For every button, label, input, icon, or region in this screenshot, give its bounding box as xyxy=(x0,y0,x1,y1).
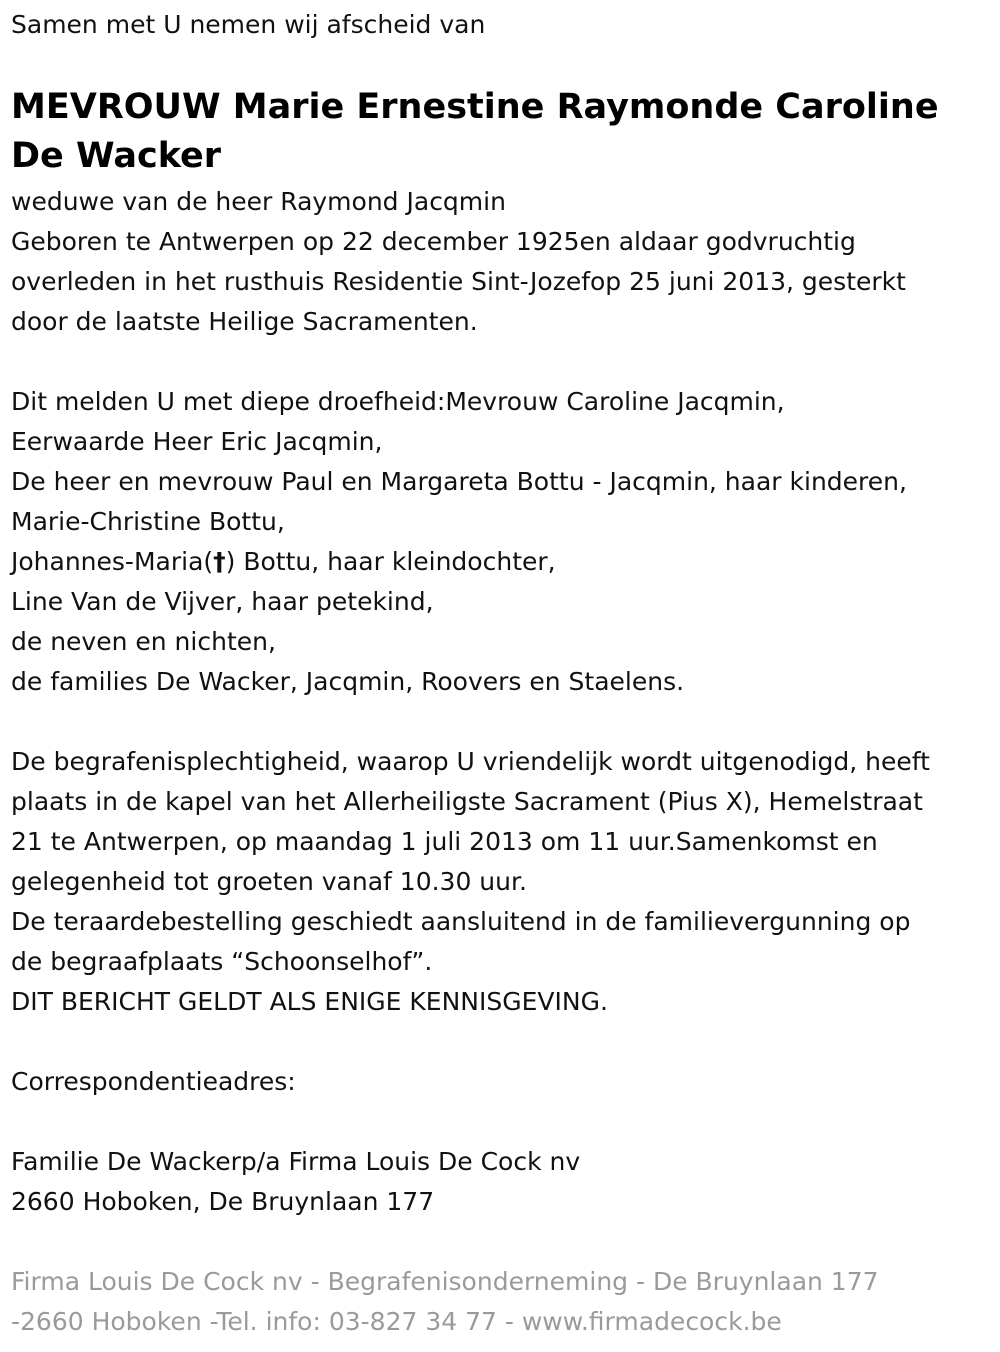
footer-line: Firma Louis De Cock nv - Begrafenisonderneming - De Bruynlaan 177 xyxy=(11,1267,879,1296)
ceremony-details xyxy=(11,742,930,1022)
biography xyxy=(11,182,906,342)
family-line: De heer en mevrouw Paul en Margareta Bottu - Jacqmin, haar kinderen, xyxy=(11,467,907,496)
funeral-home-footer xyxy=(11,1262,879,1342)
biography-line: overleden in het rusthuis Residentie Sint-Jozefop 25 juni 2013, gesterkt xyxy=(11,267,906,296)
deceased-name-line: De Wacker xyxy=(11,136,222,176)
intro-text: Samen met U nemen wij afscheid van xyxy=(11,10,486,39)
family-announcement xyxy=(11,382,907,702)
ceremony-line: de begraafplaats “Schoonselhof”. xyxy=(11,947,433,976)
ceremony-line: plaats in de kapel van het Allerheiligste Sacrament (Pius X), Hemelstraat xyxy=(11,787,923,816)
ceremony-line: gelegenheid tot groeten vanaf 10.30 uur. xyxy=(11,867,527,896)
grandchild-name-end: ) Bottu, haar kleindochter, xyxy=(225,547,556,576)
family-line: Eerwaarde Heer Eric Jacqmin, xyxy=(11,427,383,456)
family-line: de families De Wacker, Jacqmin, Roovers en Staelens. xyxy=(11,667,685,696)
footer-line: -2660 Hoboken -Tel. info: 03-827 34 77 - www.firmadecock.be xyxy=(11,1307,782,1336)
correspondence-label xyxy=(11,1062,296,1102)
deceased-name xyxy=(11,83,939,181)
biography-line: Geboren te Antwerpen op 22 december 1925en aldaar godvruchtig xyxy=(11,227,856,256)
deceased-name-line: MEVROUW Marie Ernestine Raymonde Caroline xyxy=(11,87,939,127)
family-line: Line Van de Vijver, haar petekind, xyxy=(11,587,434,616)
ceremony-line: De begrafenisplechtigheid, waarop U vriendelijk wordt uitgenodigd, heeft xyxy=(11,747,930,776)
correspondence-address xyxy=(11,1142,580,1222)
correspondence-heading: Correspondentieadres: xyxy=(11,1067,296,1096)
family-line: Marie-Christine Bottu, xyxy=(11,507,285,536)
ceremony-line: De teraardebestelling geschiedt aansluitend in de familievergunning op xyxy=(11,907,911,936)
grandchild-name-start: Johannes-Maria( xyxy=(11,547,214,576)
biography-line: weduwe van de heer Raymond Jacqmin xyxy=(11,187,506,216)
biography-line: door de laatste Heilige Sacramenten. xyxy=(11,307,478,336)
family-line-deceased-grandchild xyxy=(11,542,907,582)
address-line: 2660 Hoboken, De Bruynlaan 177 xyxy=(11,1187,435,1216)
ceremony-line: DIT BERICHT GELDT ALS ENIGE KENNISGEVING. xyxy=(11,987,608,1016)
cross-icon: † xyxy=(213,547,226,576)
family-line: de neven en nichten, xyxy=(11,627,276,656)
ceremony-line: 21 te Antwerpen, op maandag 1 juli 2013 om 11 uur.Samenkomst en xyxy=(11,827,878,856)
family-line: Dit melden U met diepe droefheid:Mevrouw Caroline Jacqmin, xyxy=(11,387,785,416)
address-line: Familie De Wackerp/a Firma Louis De Cock nv xyxy=(11,1147,581,1176)
